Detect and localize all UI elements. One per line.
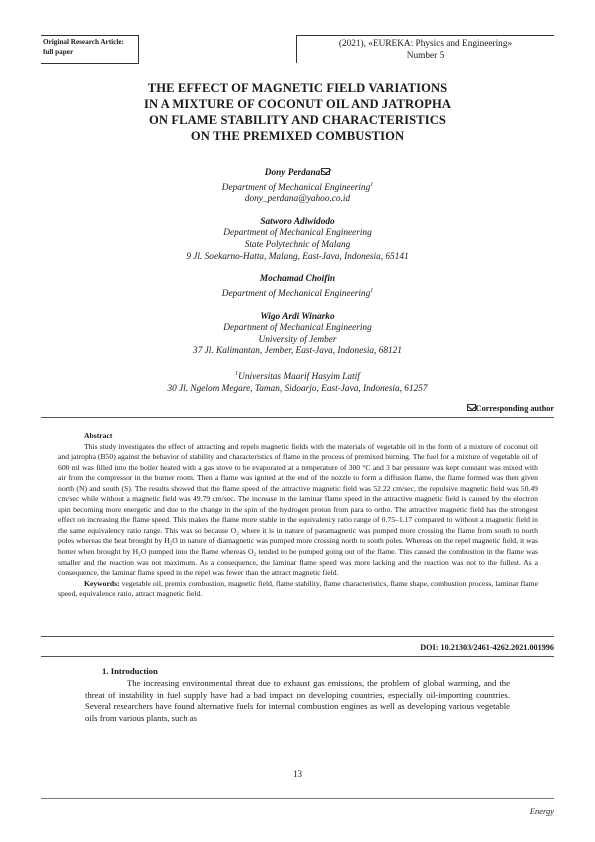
journal-box bbox=[296, 35, 554, 63]
divider bbox=[41, 656, 554, 657]
divider bbox=[41, 636, 554, 637]
author-block bbox=[40, 312, 555, 358]
paper-title bbox=[40, 80, 555, 144]
author-department: Department of Mechanical Engineering bbox=[223, 228, 372, 239]
author-name: Mochamad Choifin bbox=[259, 274, 336, 285]
page-number: 13 bbox=[293, 769, 302, 779]
article-type-line2: full paper bbox=[43, 48, 74, 56]
corresponding-label: Corresponding author bbox=[475, 404, 554, 413]
author-department: Department of Mechanical Engineering bbox=[221, 288, 371, 299]
abstract bbox=[58, 431, 538, 600]
author-block bbox=[40, 168, 555, 206]
affiliation-name: Universitas Maarif Hasyim Latif bbox=[238, 372, 360, 382]
author-department: Department of Mechanical Engineering bbox=[223, 323, 372, 334]
title-line: IN A MIXTURE OF COCONUT OIL AND JATROPHA bbox=[143, 97, 452, 111]
article-type-line1: Original Research Article: bbox=[43, 38, 124, 46]
abstract-text: This study investigates the effect of attracting and repels magnetic fields with the materials of vegetable oil in the form of a mixture of coconut oil and jatropha (B50) against the behavior of stability and characteristics of flame in the process of premixed burning. The fuel for a mixture of vegetable oil of 600 ml was filled into the boiler heated with a gas stove to be evaporated at a temperature of 300 °C and 3 bar pressure was kept constant was mixed with air from the compressor in the burner room. Then a flame was ignited at the end of the nozzle to form a diffusion flame, the flame formed was then given north (N) and south (S). The results showed that the flame speed of the attractive magnetic field was 52.22 cm/sec, the repulsive magnetic field was 50.49 cm/sec while without a magnetic field was 49.79 cm/sec. The increase in the laminar flame speed in the attractive magnetic field is caused by the electron spin becoming more energetic and due to the change in the spin of the hydrogen proton from para to ortho. The attractive magnetic field has the strongest effect on increasing the flame speed. This makes the flame more stable in the equivalency ratio range of 0.75–1.17 compared to without a magnetic field in the same equivalency ratio range. This was so because O₂ where it is in nature of paramagnetic was pumped more crossing the flame from south to north poles whereas the heat brought by H₂O in nature of diamagnetic was pumped more crossing north to south poles. Whereas on the repel magnetic field, it was hotter when brought by H₂O pumped into the flame whereas O₂ tended to be pumped going out of the flame. This caused the combustion in the flame was smaller and the reaction was not maximum. As a consequence, the laminar flame speed was more lacking and the reaction was not to the fullest. As a consequence, the laminar flame speed in the repel was fewer than the attract magnetic field. bbox=[58, 441, 538, 578]
author-block bbox=[40, 274, 555, 300]
corresponding-author bbox=[466, 404, 554, 413]
author-name: Dony Perdana bbox=[264, 168, 321, 178]
doi[interactable]: DOI: 10.21303/2461-4262.2021.001996 bbox=[420, 643, 554, 652]
section-heading: 1. Introduction bbox=[102, 666, 158, 676]
abstract-label: Abstract bbox=[84, 431, 113, 440]
introduction-section bbox=[85, 666, 510, 724]
affiliation-sup: 1 bbox=[235, 370, 239, 377]
keywords bbox=[58, 579, 538, 600]
footer-divider bbox=[41, 798, 554, 799]
keywords-text: vegetable oil, premix combustion, magnetic field, flame stability, flame characteristics, flame shape, combustion process, laminar flame speed, equivalence ratio, attract magnetic field. bbox=[58, 578, 538, 599]
title-line: ON THE PREMIXED COMBUSTION bbox=[190, 129, 405, 143]
affiliation-sup: 1 bbox=[370, 181, 374, 188]
author-department: Department of Mechanical Engineering bbox=[221, 182, 371, 193]
article-type-box bbox=[41, 35, 139, 63]
footer-section-label: Energy bbox=[529, 806, 554, 816]
author-list bbox=[40, 168, 555, 406]
journal-line2: Number 5 bbox=[406, 51, 445, 61]
author-institution: State Polytechnic of Malang bbox=[244, 240, 351, 251]
title-line: ON FLAME STABILITY AND CHARACTERISTICS bbox=[148, 113, 446, 127]
envelope-icon bbox=[467, 404, 476, 411]
author-institution: University of Jember bbox=[258, 334, 337, 345]
affiliation-block bbox=[40, 369, 555, 395]
journal-line1: (2021), «EUREKA: Physics and Engineering» bbox=[338, 39, 513, 49]
author-email[interactable]: dony_perdana@yahoo.co.id bbox=[244, 194, 351, 205]
author-name: Wigo Ardi Winarko bbox=[260, 311, 335, 322]
title-line: THE EFFECT OF MAGNETIC FIELD VARIATIONS bbox=[147, 81, 448, 95]
introduction-text: The increasing environmental threat due to exhaust gas emissions, the problem of global warming, and the threat of instability in fuel supply have had a bad impact on developing countries, especially oil-importing countries. Several researchers have found alternative fuels for internal combustion engines as well as developing various vegetable oils from various plants, such as bbox=[85, 678, 510, 723]
envelope-icon bbox=[321, 168, 330, 175]
affiliation-sup: 1 bbox=[370, 287, 374, 294]
header-divider bbox=[41, 63, 139, 64]
author-name: Satworo Adiwidodo bbox=[260, 216, 335, 227]
affiliation-address: 30 Jl. Ngelom Megare, Taman, Sidoarjo, East-Java, Indonesia, 61257 bbox=[167, 383, 428, 394]
author-block bbox=[40, 217, 555, 263]
author-address: 9 Jl. Soekarno-Hatta, Malang, East-Java, Indonesia, 65141 bbox=[186, 251, 409, 262]
author-address: 37 Jl. Kalimantan, Jember, East-Java, Indonesia, 68121 bbox=[193, 346, 402, 357]
divider bbox=[41, 417, 554, 418]
keywords-label: Keywords: bbox=[84, 578, 120, 588]
